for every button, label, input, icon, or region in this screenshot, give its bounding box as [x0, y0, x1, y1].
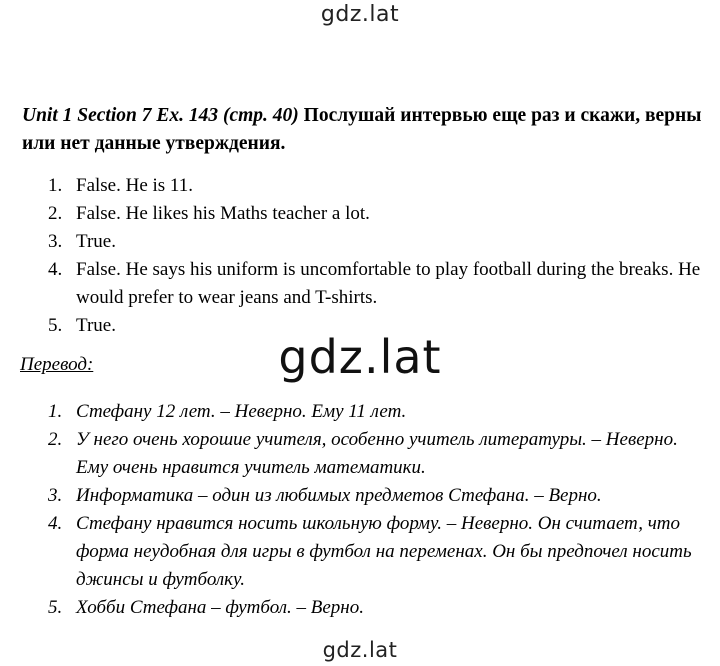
- answer-number: 2.: [48, 203, 63, 224]
- translation-item: [22, 426, 712, 482]
- exercise-task: Послушай интервью еще раз и скажи, верны или нет данные утверждения.: [22, 105, 702, 154]
- translation-label: Перевод:: [20, 354, 94, 375]
- answer-text: False. He says his uniform is uncomfortable to play football during the breaks. He would prefer to wear jeans and T-shirts.: [76, 259, 701, 308]
- answer-number: 4.: [48, 259, 63, 280]
- answer-text: True.: [76, 231, 116, 252]
- translation-text: Информатика – один из любимых предметов Стефана. – Верно.: [76, 485, 602, 506]
- watermark-bottom: gdz.lat: [322, 638, 398, 662]
- answer-item: [22, 172, 702, 200]
- exercise-reference: Unit 1 Section 7 Ex. 143 (стр. 40): [22, 105, 299, 126]
- exercise-heading: [22, 102, 702, 158]
- answer-text: False. He likes his Maths teacher a lot.: [76, 203, 370, 224]
- watermark-middle: gdz.lat: [278, 330, 442, 384]
- translation-number: 5.: [48, 597, 63, 618]
- translation-item: [22, 510, 712, 594]
- translation-number: 2.: [48, 429, 63, 450]
- translation-item: [22, 398, 712, 426]
- translation-item: [22, 594, 712, 622]
- answer-text: False. He is 11.: [76, 175, 193, 196]
- answers-list: [22, 172, 702, 340]
- answer-number: 3.: [48, 231, 63, 252]
- answer-item: [22, 228, 702, 256]
- translation-text: У него очень хорошие учителя, особенно учитель литературы. – Неверно. Ему очень нравится учитель математики.: [76, 429, 678, 478]
- answer-item: [22, 200, 702, 228]
- translation-list: [22, 398, 712, 622]
- watermark-top: gdz.lat: [320, 2, 400, 27]
- answer-number: 1.: [48, 175, 63, 196]
- answer-item: [22, 256, 702, 312]
- translation-number: 3.: [48, 485, 63, 506]
- translation-number: 1.: [48, 401, 63, 422]
- translation-text: Стефану нравится носить школьную форму. – Неверно. Он считает, что форма неудобная для игры в футбол на переменах. Он бы предпочел носить джинсы и футболку.: [76, 513, 692, 590]
- translation-text: Стефану 12 лет. – Неверно. Ему 11 лет.: [76, 401, 407, 422]
- answer-number: 5.: [48, 315, 63, 336]
- translation-number: 4.: [48, 513, 63, 534]
- translation-item: [22, 482, 712, 510]
- translation-text: Хобби Стефана – футбол. – Верно.: [76, 597, 364, 618]
- answer-text: True.: [76, 315, 116, 336]
